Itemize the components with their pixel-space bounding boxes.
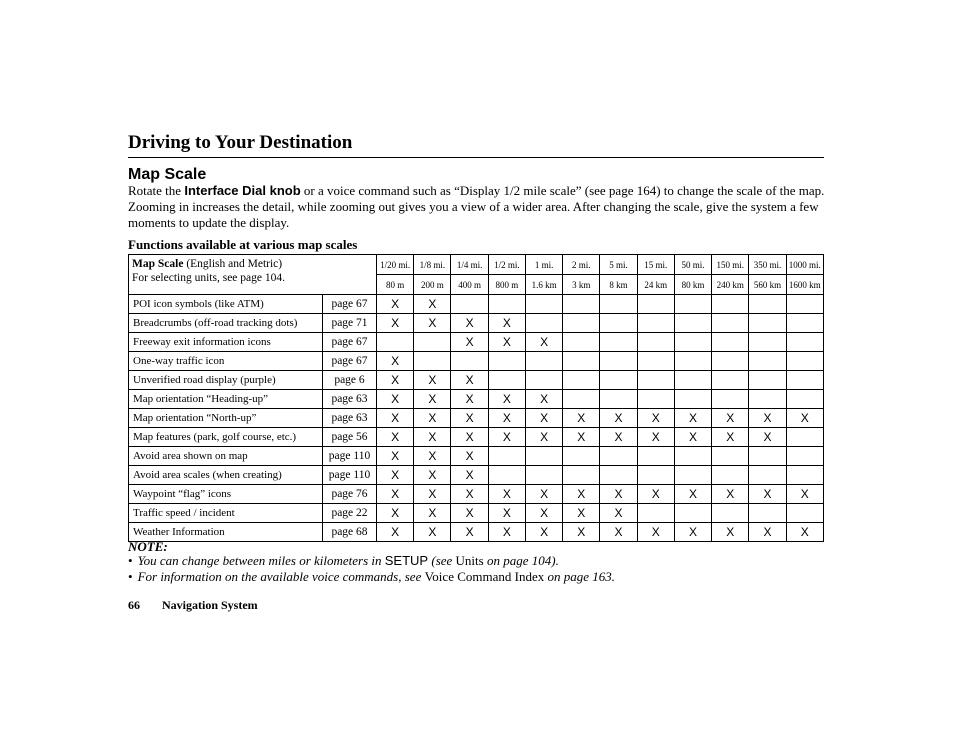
availability-mark: X [488, 428, 525, 447]
availability-mark: X [377, 466, 414, 485]
availability-mark: X [451, 314, 488, 333]
availability-mark [712, 314, 749, 333]
footer-title: Navigation System [162, 598, 258, 612]
availability-mark [637, 504, 674, 523]
note2-pre: For information on the available voice commands, see [137, 569, 425, 584]
availability-mark [600, 371, 637, 390]
availability-mark [712, 504, 749, 523]
scale-miles-cell: 1/4 mi. [451, 255, 488, 275]
availability-mark [674, 447, 711, 466]
availability-mark: X [563, 409, 600, 428]
availability-mark [786, 333, 823, 352]
availability-mark [674, 504, 711, 523]
availability-mark: X [563, 428, 600, 447]
scale-km-cell: 80 m [377, 275, 414, 295]
feature-name: Traffic speed / incident [129, 504, 323, 523]
availability-mark: X [451, 333, 488, 352]
availability-mark [674, 466, 711, 485]
feature-name: Unverified road display (purple) [129, 371, 323, 390]
availability-mark [749, 447, 786, 466]
availability-mark [674, 295, 711, 314]
scale-km-cell: 560 km [749, 275, 786, 295]
availability-mark [525, 295, 562, 314]
availability-mark: X [749, 485, 786, 504]
page-reference: page 68 [323, 523, 377, 542]
availability-mark: X [414, 371, 451, 390]
scale-header-bold: Map Scale [132, 258, 184, 270]
availability-mark: X [674, 485, 711, 504]
scale-km-cell: 1.6 km [525, 275, 562, 295]
availability-mark [786, 428, 823, 447]
availability-mark: X [600, 504, 637, 523]
availability-mark [712, 447, 749, 466]
page-reference: page 71 [323, 314, 377, 333]
table-row [129, 409, 824, 428]
availability-mark: X [525, 333, 562, 352]
availability-mark: X [414, 504, 451, 523]
availability-mark [786, 371, 823, 390]
table-row [129, 314, 824, 333]
feature-name: One-way traffic icon [129, 352, 323, 371]
availability-mark: X [377, 371, 414, 390]
availability-mark: X [600, 409, 637, 428]
feature-name: Waypoint “flag” icons [129, 485, 323, 504]
availability-mark: X [377, 352, 414, 371]
availability-mark: X [414, 428, 451, 447]
scale-header-line2: For selecting units, see page 104. [132, 272, 285, 284]
table-row [129, 466, 824, 485]
scale-miles-cell: 150 mi. [712, 255, 749, 275]
feature-name: Avoid area shown on map [129, 447, 323, 466]
availability-mark: X [451, 447, 488, 466]
scale-miles-cell: 15 mi. [637, 255, 674, 275]
bullet: • [128, 569, 133, 584]
page-reference: page 76 [323, 485, 377, 504]
availability-mark: X [414, 314, 451, 333]
table-row [129, 390, 824, 409]
availability-mark: X [488, 390, 525, 409]
page-reference: page 67 [323, 295, 377, 314]
feature-name: POI icon symbols (like ATM) [129, 295, 323, 314]
availability-mark [749, 333, 786, 352]
availability-mark: X [377, 390, 414, 409]
note-label: NOTE: [128, 539, 168, 554]
availability-mark [674, 333, 711, 352]
availability-mark [600, 314, 637, 333]
availability-mark: X [712, 409, 749, 428]
note-list [128, 553, 615, 585]
availability-mark: X [451, 523, 488, 542]
page-footer [128, 598, 258, 613]
availability-mark [600, 390, 637, 409]
scale-km-cell: 1600 km [786, 275, 823, 295]
availability-mark [674, 371, 711, 390]
availability-mark: X [414, 447, 451, 466]
availability-mark: X [674, 409, 711, 428]
feature-name: Map orientation “North-up” [129, 409, 323, 428]
availability-mark: X [377, 447, 414, 466]
availability-mark [749, 504, 786, 523]
availability-mark [600, 447, 637, 466]
scale-km-cell: 24 km [637, 275, 674, 295]
table-row [129, 523, 824, 542]
availability-mark: X [637, 409, 674, 428]
availability-mark [600, 295, 637, 314]
availability-mark [637, 352, 674, 371]
availability-mark: X [674, 428, 711, 447]
scale-miles-cell: 1000 mi. [786, 255, 823, 275]
availability-mark [563, 390, 600, 409]
availability-mark: X [786, 409, 823, 428]
availability-mark: X [525, 504, 562, 523]
availability-mark: X [414, 523, 451, 542]
availability-mark [600, 466, 637, 485]
availability-mark [786, 352, 823, 371]
header-row-miles [129, 255, 824, 275]
page-reference: page 67 [323, 352, 377, 371]
availability-mark: X [600, 523, 637, 542]
availability-mark [637, 466, 674, 485]
page-reference: page 22 [323, 504, 377, 523]
availability-mark: X [563, 485, 600, 504]
page-reference: page 67 [323, 333, 377, 352]
availability-mark: X [488, 314, 525, 333]
bullet: • [128, 553, 133, 568]
scale-km-cell: 3 km [563, 275, 600, 295]
scale-miles-cell: 1 mi. [525, 255, 562, 275]
scale-km-cell: 80 km [674, 275, 711, 295]
feature-name: Map features (park, golf course, etc.) [129, 428, 323, 447]
units-term: Units [455, 553, 484, 568]
availability-mark [525, 314, 562, 333]
scale-miles-cell: 1/2 mi. [488, 255, 525, 275]
feature-name: Freeway exit information icons [129, 333, 323, 352]
availability-mark [749, 314, 786, 333]
page-reference: page 56 [323, 428, 377, 447]
feature-name: Map orientation “Heading-up” [129, 390, 323, 409]
scale-km-cell: 200 m [414, 275, 451, 295]
scale-miles-cell: 5 mi. [600, 255, 637, 275]
availability-mark [488, 352, 525, 371]
note-item [128, 553, 615, 569]
page-reference: page 6 [323, 371, 377, 390]
scale-miles-cell: 1/20 mi. [377, 255, 414, 275]
availability-mark: X [488, 333, 525, 352]
availability-mark: X [488, 485, 525, 504]
availability-mark [488, 295, 525, 314]
availability-mark: X [451, 504, 488, 523]
availability-mark: X [525, 485, 562, 504]
availability-mark [525, 466, 562, 485]
page-number: 66 [128, 598, 140, 612]
availability-mark [600, 352, 637, 371]
availability-mark [786, 295, 823, 314]
availability-mark [600, 333, 637, 352]
availability-mark [377, 333, 414, 352]
feature-name: Weather Information [129, 523, 323, 542]
availability-mark [712, 466, 749, 485]
table-body [129, 295, 824, 542]
availability-mark: X [414, 409, 451, 428]
table-row [129, 428, 824, 447]
table-row [129, 333, 824, 352]
availability-mark: X [377, 409, 414, 428]
availability-mark [525, 352, 562, 371]
availability-mark: X [786, 523, 823, 542]
availability-mark: X [786, 485, 823, 504]
scale-miles-cell: 50 mi. [674, 255, 711, 275]
intro-post: or a voice command such as “Display 1/2 mile scale” (see page 164) to change the scale of the map. Zooming in increases the detail, while zooming out gives you a view of a wider area. After changing the scale, give the system a few moments to update the display. [128, 183, 825, 230]
availability-mark [563, 371, 600, 390]
table-row [129, 504, 824, 523]
voice-command-index-term: Voice Command Index [424, 569, 545, 584]
title-rule [128, 157, 824, 158]
availability-mark: X [563, 504, 600, 523]
feature-name: Avoid area scales (when creating) [129, 466, 323, 485]
availability-mark: X [451, 409, 488, 428]
availability-mark: X [712, 428, 749, 447]
availability-mark [674, 390, 711, 409]
availability-mark: X [451, 371, 488, 390]
availability-mark: X [451, 466, 488, 485]
availability-mark [563, 333, 600, 352]
page-reference: page 63 [323, 409, 377, 428]
intro-pre: Rotate the [128, 183, 185, 198]
availability-mark [525, 447, 562, 466]
scale-km-cell: 8 km [600, 275, 637, 295]
availability-mark [786, 314, 823, 333]
availability-mark [563, 352, 600, 371]
availability-mark [488, 447, 525, 466]
availability-mark: X [749, 523, 786, 542]
table-row [129, 295, 824, 314]
availability-mark [563, 314, 600, 333]
availability-mark [563, 466, 600, 485]
scale-miles-cell: 1/8 mi. [414, 255, 451, 275]
note1-mid: (see [428, 553, 456, 568]
scale-miles-cell: 2 mi. [563, 255, 600, 275]
availability-mark: X [749, 428, 786, 447]
availability-mark [637, 314, 674, 333]
page-reference: page 110 [323, 466, 377, 485]
availability-mark [563, 295, 600, 314]
availability-mark [786, 466, 823, 485]
availability-mark: X [488, 409, 525, 428]
intro-paragraph [128, 183, 828, 231]
availability-mark: X [712, 523, 749, 542]
availability-mark [637, 447, 674, 466]
availability-mark: X [525, 390, 562, 409]
chapter-title: Driving to Your Destination [128, 132, 353, 153]
note1-post: on page 104). [483, 553, 559, 568]
availability-mark [674, 314, 711, 333]
availability-mark: X [451, 390, 488, 409]
availability-mark: X [414, 295, 451, 314]
availability-mark [488, 466, 525, 485]
scale-miles-cell: 350 mi. [749, 255, 786, 275]
availability-mark [563, 447, 600, 466]
availability-mark: X [377, 295, 414, 314]
availability-mark [674, 352, 711, 371]
availability-mark [749, 295, 786, 314]
availability-mark [749, 390, 786, 409]
availability-mark [749, 371, 786, 390]
availability-mark: X [377, 485, 414, 504]
scale-km-cell: 800 m [488, 275, 525, 295]
availability-mark: X [637, 523, 674, 542]
availability-mark [637, 390, 674, 409]
availability-mark: X [414, 485, 451, 504]
availability-mark [637, 295, 674, 314]
page-reference: page 63 [323, 390, 377, 409]
scale-header-cell [129, 255, 377, 295]
availability-mark [414, 333, 451, 352]
availability-mark: X [712, 485, 749, 504]
note1-pre: You can change between miles or kilometers in [137, 553, 385, 568]
availability-mark [712, 333, 749, 352]
map-scale-table [128, 254, 824, 542]
setup-term: SETUP [384, 553, 429, 568]
availability-mark [525, 371, 562, 390]
availability-mark [786, 504, 823, 523]
availability-mark [712, 295, 749, 314]
availability-mark: X [637, 428, 674, 447]
availability-mark: X [525, 409, 562, 428]
availability-mark: X [414, 466, 451, 485]
availability-mark: X [377, 504, 414, 523]
page-reference: page 110 [323, 447, 377, 466]
availability-mark: X [451, 485, 488, 504]
scale-km-cell: 240 km [712, 275, 749, 295]
availability-mark: X [600, 428, 637, 447]
note-item [128, 569, 615, 585]
availability-mark: X [377, 523, 414, 542]
scale-header-rest: (English and Metric) [183, 258, 283, 270]
availability-mark [786, 447, 823, 466]
interface-dial-knob-term: Interface Dial knob [184, 183, 301, 198]
note2-post: on page 163. [544, 569, 616, 584]
table-row [129, 371, 824, 390]
availability-mark: X [488, 504, 525, 523]
table-row [129, 352, 824, 371]
table-caption: Functions available at various map scales [128, 237, 358, 252]
availability-mark [749, 466, 786, 485]
feature-name: Breadcrumbs (off-road tracking dots) [129, 314, 323, 333]
availability-mark: X [377, 314, 414, 333]
availability-mark [488, 371, 525, 390]
availability-mark: X [637, 485, 674, 504]
availability-mark: X [414, 390, 451, 409]
availability-mark [712, 390, 749, 409]
section-heading: Map Scale [128, 166, 207, 183]
availability-mark [712, 352, 749, 371]
availability-mark [749, 352, 786, 371]
availability-mark [451, 352, 488, 371]
availability-mark [637, 333, 674, 352]
availability-mark: X [525, 523, 562, 542]
availability-mark [786, 390, 823, 409]
availability-mark: X [488, 523, 525, 542]
availability-mark [712, 371, 749, 390]
availability-mark: X [563, 523, 600, 542]
availability-mark: X [451, 428, 488, 447]
availability-mark: X [600, 485, 637, 504]
availability-mark [637, 371, 674, 390]
table-row [129, 447, 824, 466]
availability-mark [414, 352, 451, 371]
availability-mark: X [749, 409, 786, 428]
availability-mark [451, 295, 488, 314]
availability-mark: X [674, 523, 711, 542]
table-row [129, 485, 824, 504]
availability-mark: X [377, 428, 414, 447]
availability-mark: X [525, 428, 562, 447]
scale-km-cell: 400 m [451, 275, 488, 295]
